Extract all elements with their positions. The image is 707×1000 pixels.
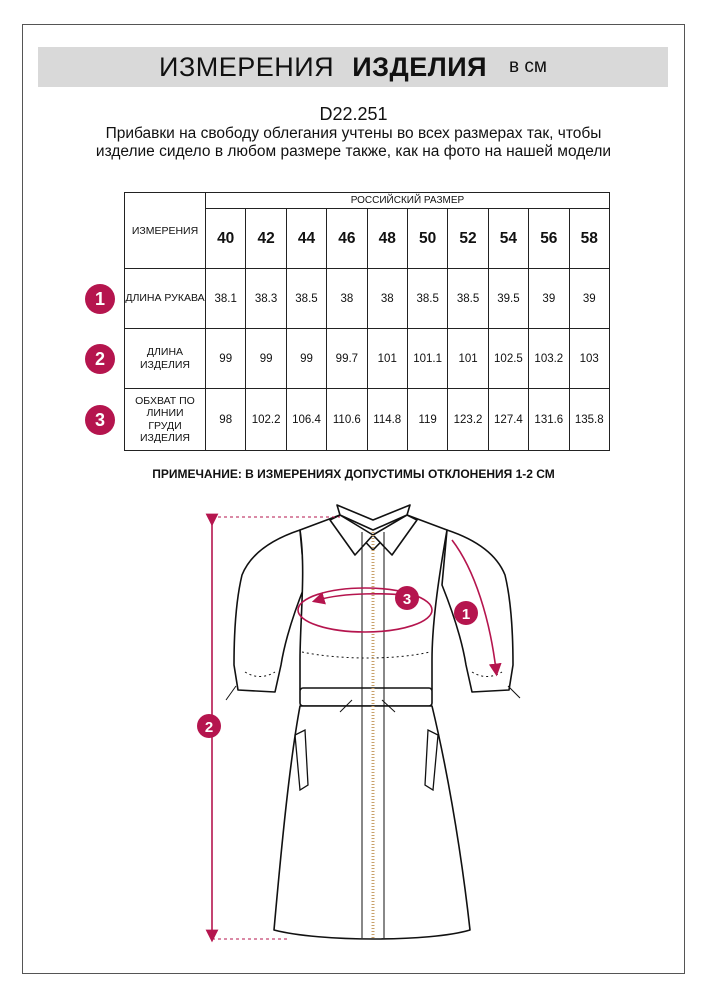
diagram-marker-2 <box>197 714 221 738</box>
table-cell: 131.6 <box>529 389 569 451</box>
table-cell: 135.8 <box>569 389 609 451</box>
badge-3: 3 <box>85 405 115 435</box>
svg-text:3: 3 <box>402 591 412 608</box>
measurements-header: ИЗМЕРЕНИЯ <box>125 193 206 269</box>
size-header-cell: 52 <box>448 209 488 269</box>
diagram-marker-1 <box>454 601 478 625</box>
svg-text:2: 2 <box>204 719 214 736</box>
size-header-cell: 42 <box>246 209 286 269</box>
russian-size-header: РОССИЙСКИЙ РАЗМЕР <box>206 193 610 209</box>
fit-description: Прибавки на свободу облегания учтены во всех размерах так, чтобы изделие сидело в любом размере также, как на фото на нашей модели <box>95 125 612 160</box>
table-cell: 38 <box>327 269 367 329</box>
header-title-light: ИЗМЕРЕНИЯ <box>159 51 335 82</box>
diagram-marker-3 <box>395 586 419 610</box>
table-cell: 102.2 <box>246 389 286 451</box>
table-cell: 38.5 <box>448 269 488 329</box>
size-header-cell: 48 <box>367 209 407 269</box>
table-cell: 39.5 <box>488 269 528 329</box>
header-unit: в см <box>509 56 547 77</box>
table-cell: 99.7 <box>327 329 367 389</box>
table-cell: 102.5 <box>488 329 528 389</box>
table-cell: 99 <box>246 329 286 389</box>
size-header-cell: 54 <box>488 209 528 269</box>
table-cell: 119 <box>407 389 447 451</box>
table-cell: 114.8 <box>367 389 407 451</box>
header-title-bold: ИЗДЕЛИЯ <box>352 51 488 82</box>
table-cell: 127.4 <box>488 389 528 451</box>
size-header-cell: 46 <box>327 209 367 269</box>
svg-text:1: 1 <box>461 606 471 623</box>
size-header-cell: 44 <box>286 209 326 269</box>
table-cell: 106.4 <box>286 389 326 451</box>
left-sleeve <box>234 530 305 692</box>
table-cell: 38.1 <box>206 269 246 329</box>
table-cell: 38.5 <box>407 269 447 329</box>
table-cell: 38 <box>367 269 407 329</box>
size-header-cell: 58 <box>569 209 609 269</box>
table-cell: 123.2 <box>448 389 488 451</box>
table-cell: 103.2 <box>529 329 569 389</box>
row-label-sleeve-length: ДЛИНА РУКАВА <box>125 269 206 329</box>
table-cell: 103 <box>569 329 609 389</box>
table-cell: 99 <box>286 329 326 389</box>
row-label-chest-girth: ОБХВАТ ПО ЛИНИИ ГРУДИ ИЗДЕЛИЯ <box>125 389 206 451</box>
table-cell: 38.3 <box>246 269 286 329</box>
table-cell: 101.1 <box>407 329 447 389</box>
table-cell: 101 <box>448 329 488 389</box>
size-header-cell: 50 <box>407 209 447 269</box>
product-code: D22.251 <box>319 104 388 124</box>
size-header-cell: 40 <box>206 209 246 269</box>
table-cell: 39 <box>529 269 569 329</box>
badge-2: 2 <box>85 344 115 374</box>
size-header-cell: 56 <box>529 209 569 269</box>
table-cell: 110.6 <box>327 389 367 451</box>
table-cell: 39 <box>569 269 609 329</box>
table-cell: 38.5 <box>286 269 326 329</box>
table-cell: 99 <box>206 329 246 389</box>
badge-1: 1 <box>85 284 115 314</box>
table-cell: 101 <box>367 329 407 389</box>
row-label-garment-length: ДЛИНА ИЗДЕЛИЯ <box>125 329 206 389</box>
waistband <box>300 688 432 706</box>
table-cell: 98 <box>206 389 246 451</box>
note-text: ПРИМЕЧАНИЕ: В ИЗМЕРЕНИЯХ ДОПУСТИМЫ ОТКЛОНЕНИЯ 1-2 СМ <box>152 467 555 481</box>
